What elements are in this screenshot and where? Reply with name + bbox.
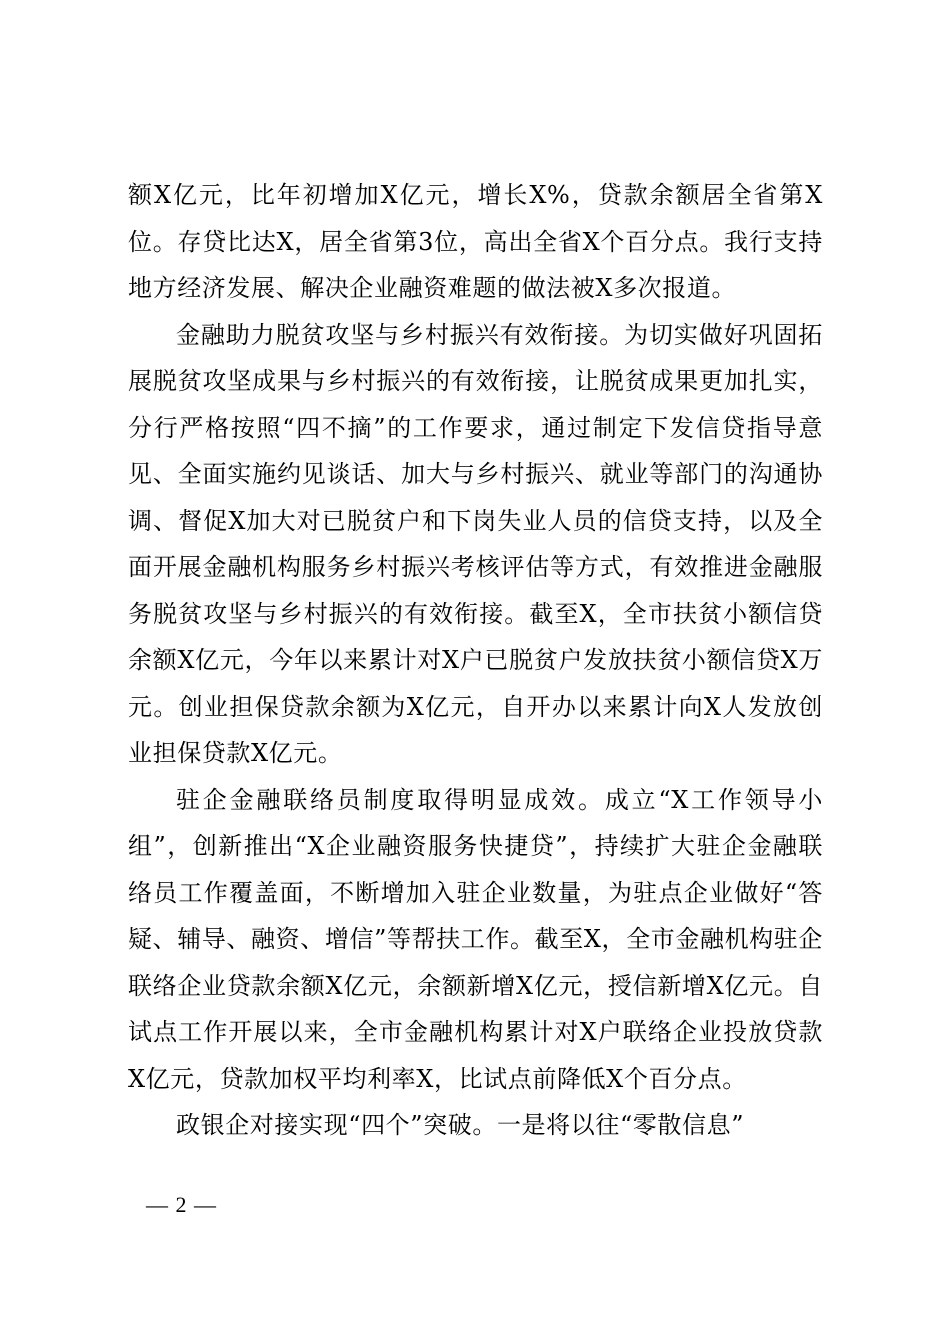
paragraph-liaison-system: 驻企金融联络员制度取得明显成效。成立“X工作领导小组”，创新推出“X企业融资服务快捷贷”，持续扩大驻企金融联络员工作覆盖面，不断增加入驻企业数量，为驻点企业做好“答疑、辅导、融资、增信”等帮扶工作。截至X，全市金融机构驻企联络企业贷款余额X亿元，余额新增X亿元，授信新增X亿元。自试点工作开展以来，全市金融机构累计对X户联络企业投放贷款X亿元，贷款加权平均利率X，比试点前降低X个百分点。	[128, 785, 823, 1093]
paragraph-gov-bank-enterprise: 政银企对接实现“四个”突破。一是将以往“零散信息”	[176, 1111, 745, 1139]
body-text	[128, 172, 823, 1149]
page-number: — 2 —	[146, 1192, 217, 1217]
paragraph-continuation: 额X亿元，比年初增加X亿元，增长X%，贷款余额居全省第X位。存贷比达X，居全省第3位，高出全省X个百分点。我行支持地方经济发展、解决企业融资难题的做法被X多次报道。	[128, 181, 823, 302]
paragraph-poverty-alleviation: 金融助力脱贫攻坚与乡村振兴有效衔接。为切实做好巩固拓展脱贫攻坚成果与乡村振兴的有效衔接，让脱贫成果更加扎实，分行严格按照“四不摘”的工作要求，通过制定下发信贷指导意见、全面实施约见谈话、加大与乡村振兴、就业等部门的沟通协调、督促X加大对已脱贫户和下岗失业人员的信贷支持，以及全面开展金融机构服务乡村振兴考核评估等方式，有效推进金融服务脱贫攻坚与乡村振兴的有效衔接。截至X，全市扶贫小额信贷余额X亿元，今年以来累计对X户已脱贫户发放扶贫小额信贷X万元。创业担保贷款余额为X亿元，自开办以来累计向X人发放创业担保贷款X亿元。	[128, 320, 823, 767]
